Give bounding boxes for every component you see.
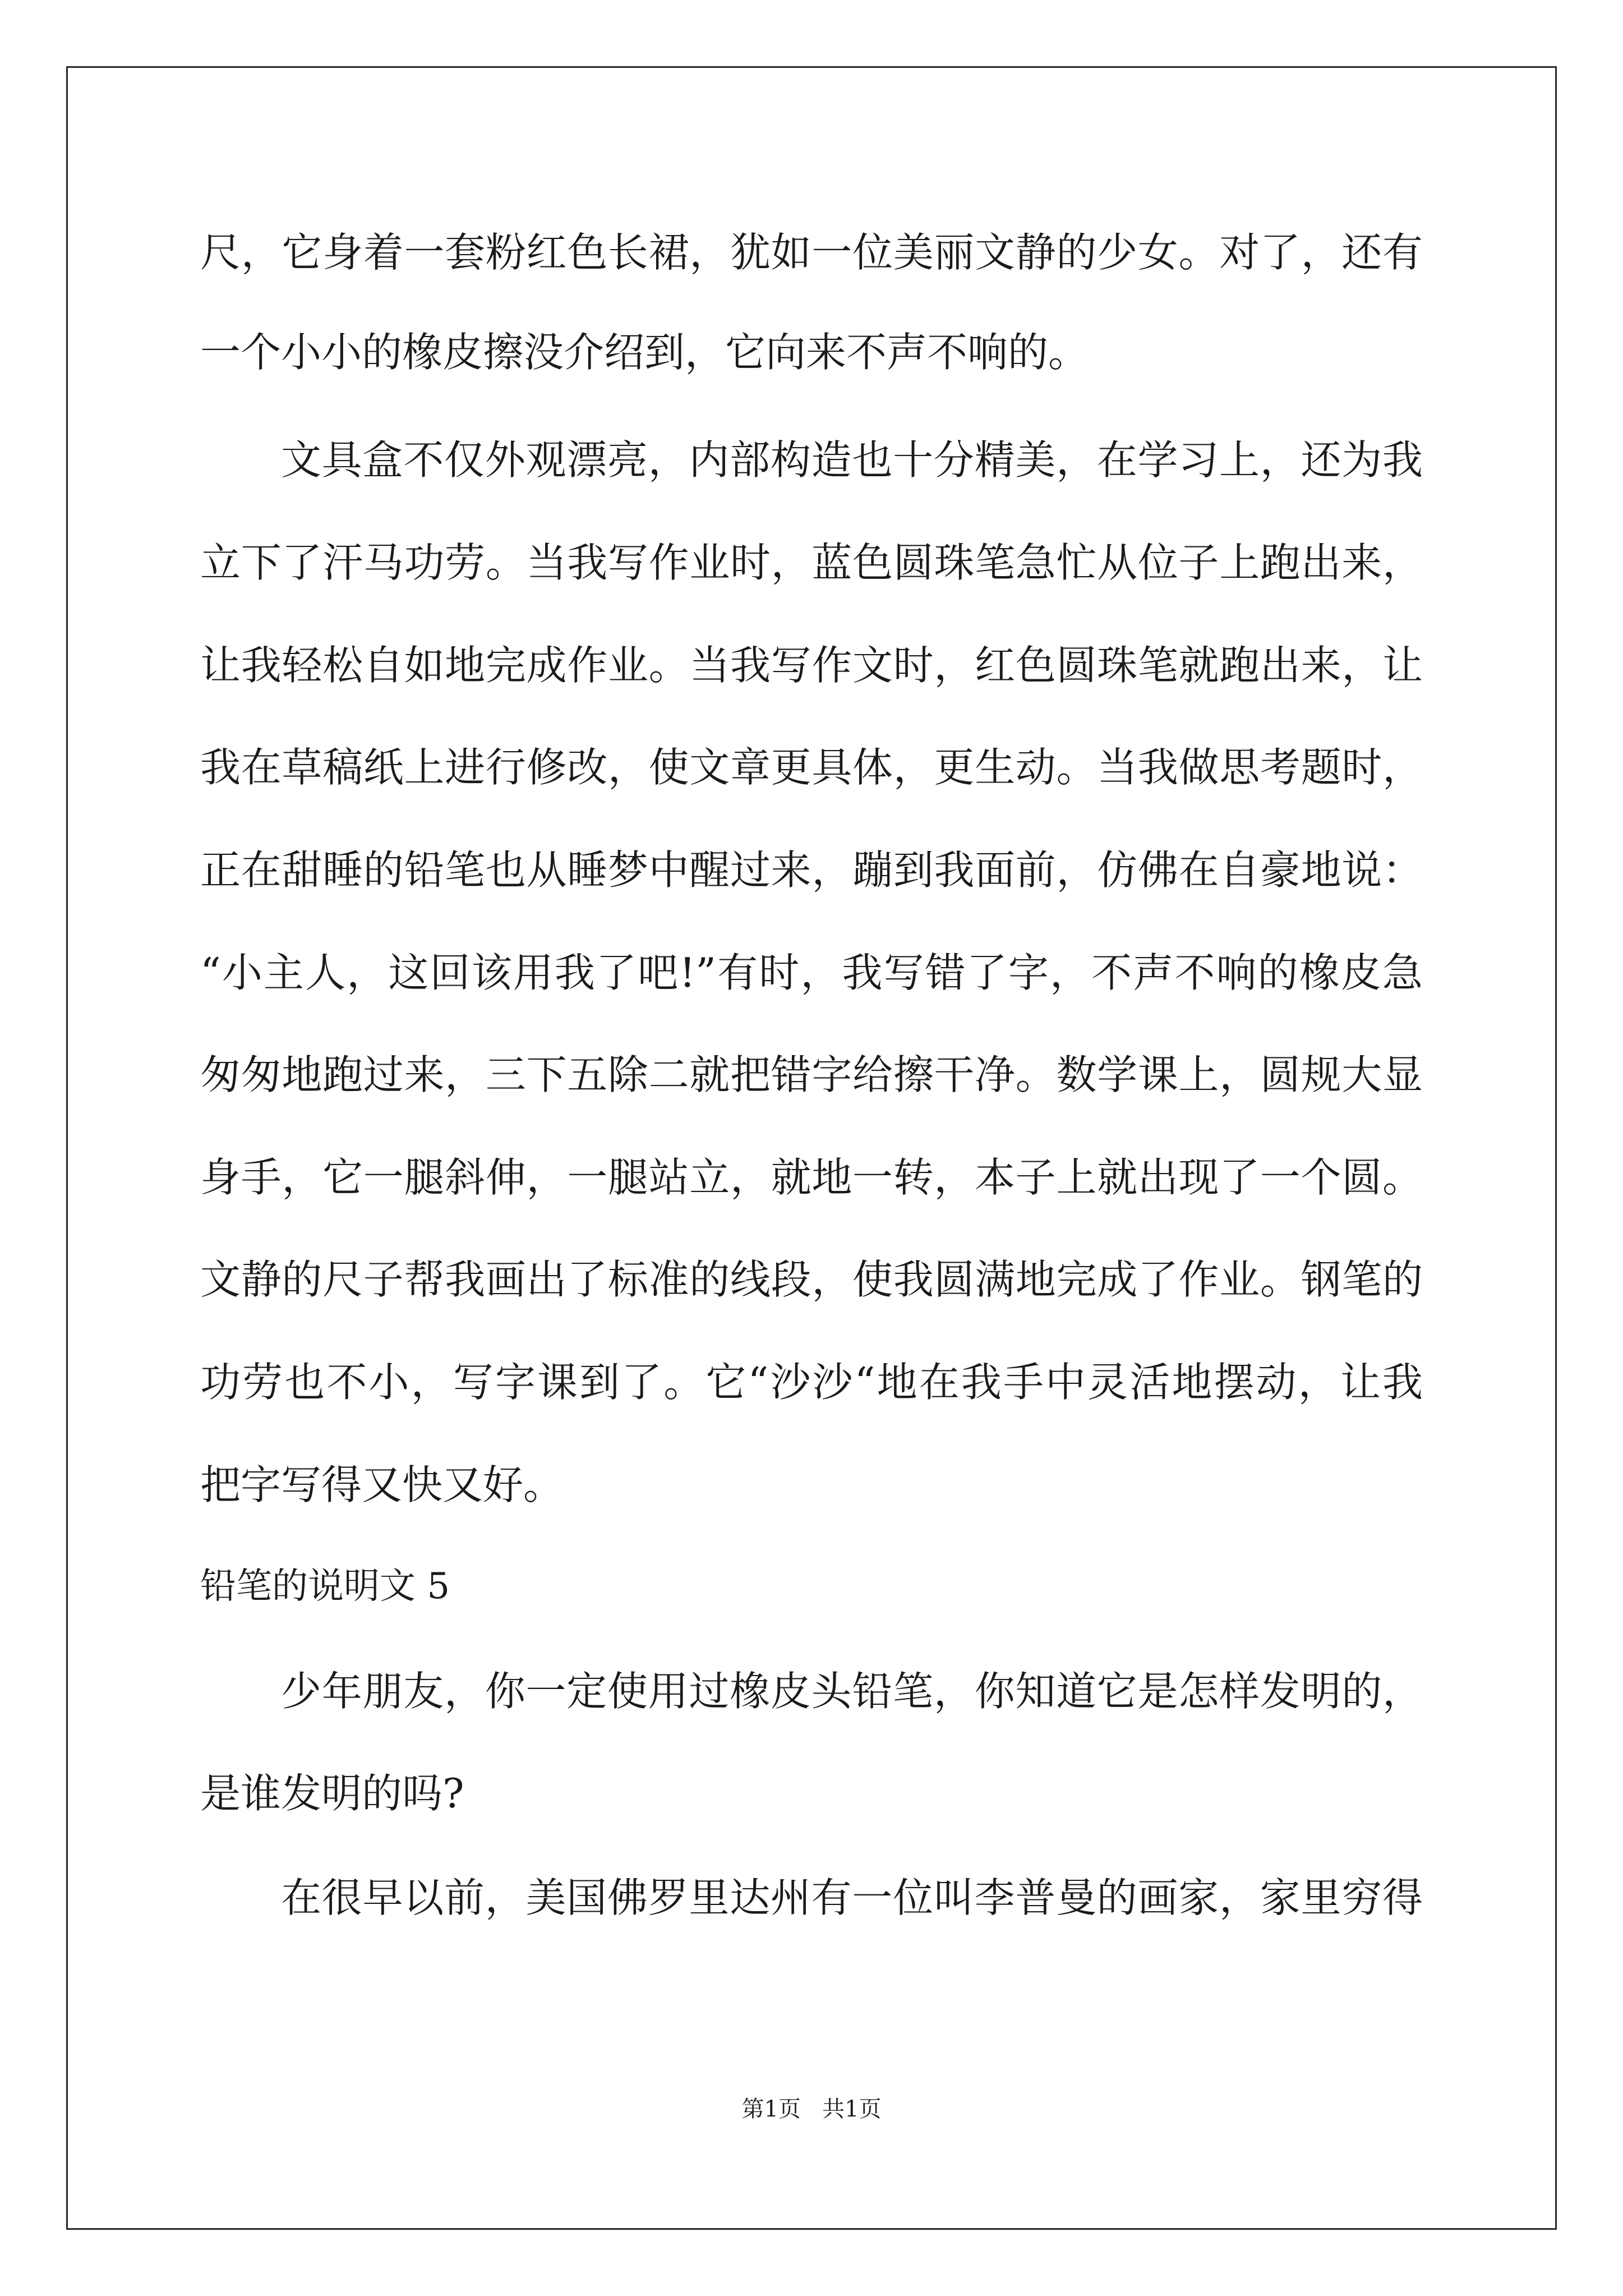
text-line: 功劳也不小，写字课到了。它“沙沙“地在我手中灵活地摆动，让我: [200, 1359, 1423, 1406]
text-line: 把字写得又快又好。: [200, 1461, 564, 1508]
text-line: 正在甜睡的铅笔也从睡梦中醒过来，蹦到我面前，仿佛在自豪地说：: [200, 846, 1423, 894]
text-line: 一个小小的橡皮擦没介绍到，它向来不声不响的。: [200, 329, 1089, 376]
paragraph-first-line: 在很早以前，美国佛罗里达州有一位叫李普曼的画家，家里穷得: [281, 1874, 1423, 1921]
text-line: 身手，它一腿斜伸，一腿站立，就地一转，本子上就出现了一个圆。: [200, 1154, 1423, 1201]
text-line: 让我轻松自如地完成作业。当我写作文时，红色圆珠笔就跑出来，让: [200, 642, 1423, 689]
page-footer: 第1页 共1页: [741, 2096, 882, 2122]
text-line: 文静的尺子帮我画出了标准的线段，使我圆满地完成了作业。钢笔的: [200, 1256, 1423, 1303]
section-heading: 铅笔的说明文 5: [200, 1566, 450, 1607]
text-line: “小主人，这回该用我了吧!”有时，我写错了字，不声不响的橡皮急: [200, 949, 1423, 996]
text-line: 是谁发明的吗?: [200, 1770, 464, 1817]
text-line: 立下了汗马功劳。当我写作业时，蓝色圆珠笔急忙从位子上跑出来，: [200, 539, 1423, 586]
paragraph-first-line: 少年朋友，你一定使用过橡皮头铅笔，你知道它是怎样发明的，: [281, 1668, 1423, 1715]
text-line: 我在草稿纸上进行修改，使文章更具体，更生动。当我做思考题时，: [200, 744, 1423, 791]
text-line: 尺，它身着一套粉红色长裙，犹如一位美丽文静的少女。对了，还有: [200, 229, 1423, 276]
paragraph-first-line: 文具盒不仅外观漂亮，内部构造也十分精美，在学习上，还为我: [281, 436, 1423, 484]
text-line: 匆匆地跑过来，三下五除二就把错字给擦干净。数学课上，圆规大显: [200, 1051, 1423, 1098]
